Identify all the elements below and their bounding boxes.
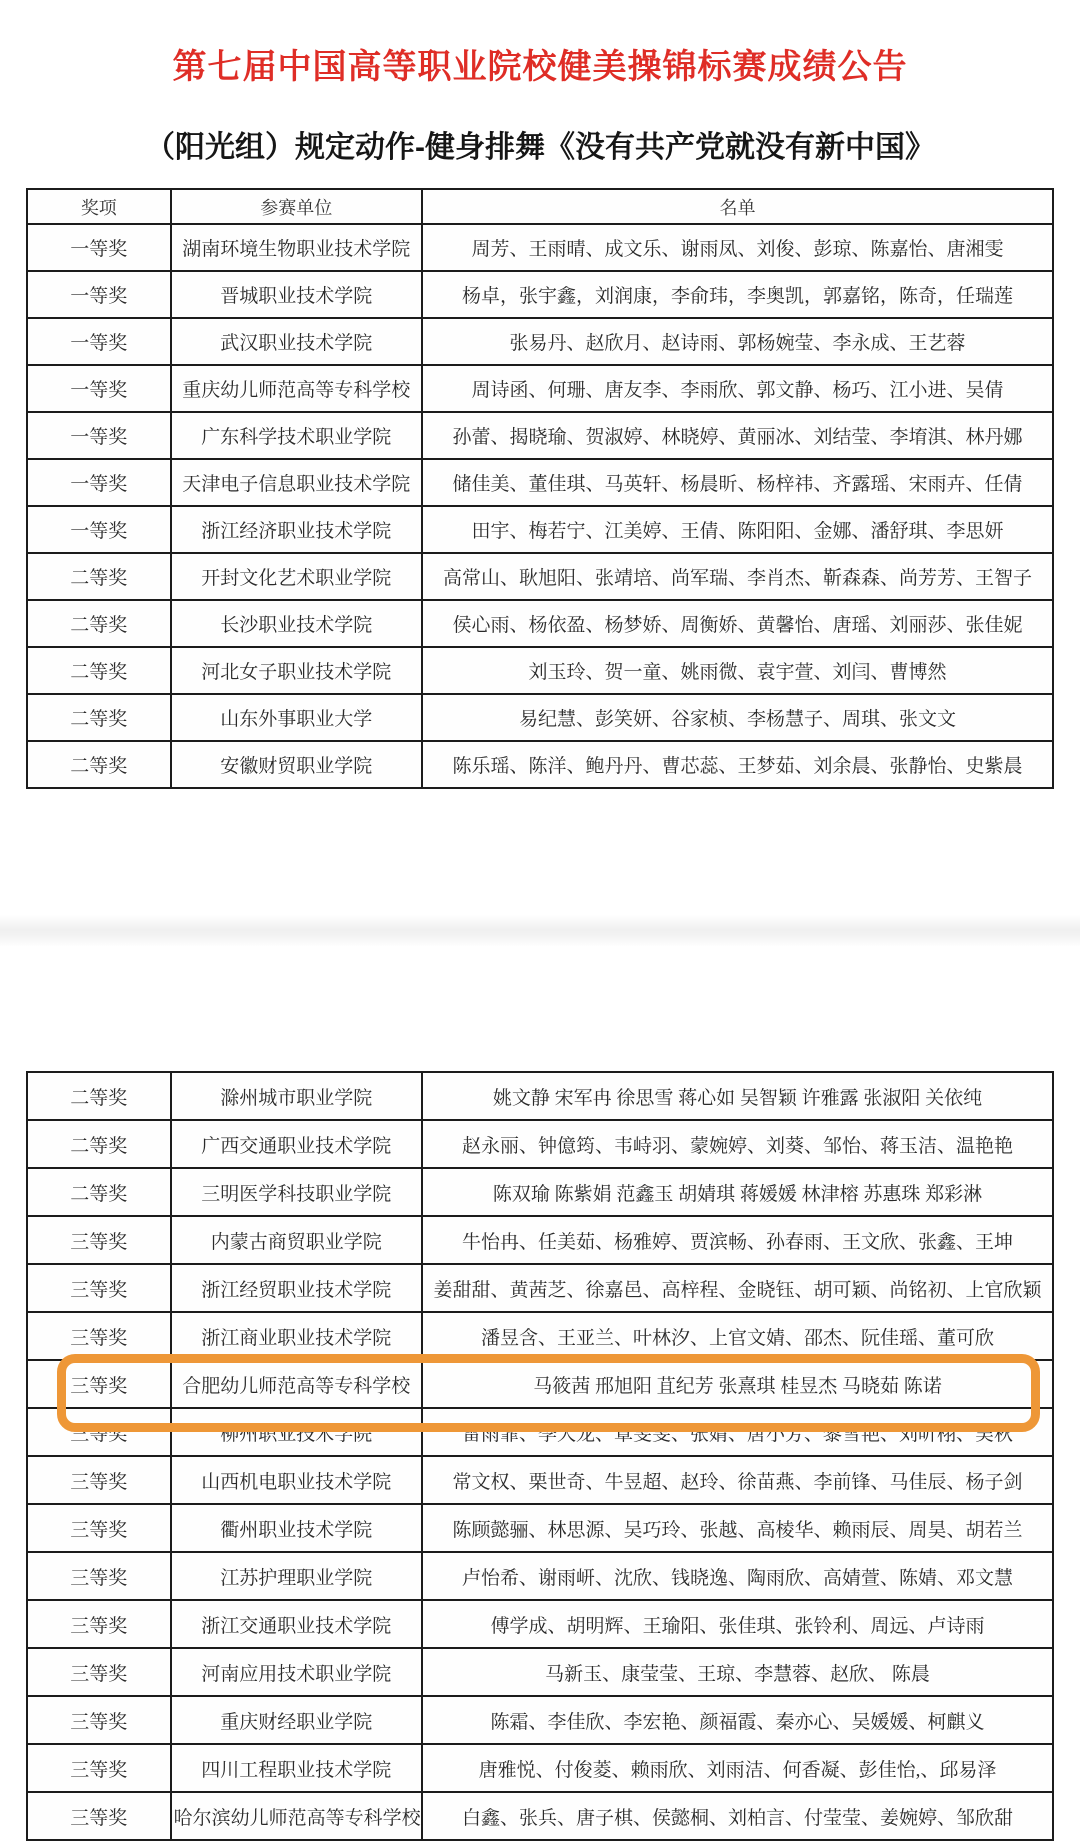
unit-cell: 合肥幼儿师范高等专科学校 (171, 1360, 422, 1408)
names-cell: 潘昱含、王亚兰、叶林汐、上官文婧、邵杰、阮佳瑶、董可欣 (422, 1312, 1053, 1360)
award-cell: 三等奖 (27, 1552, 171, 1600)
unit-cell: 重庆幼儿师范高等专科学校 (171, 365, 422, 412)
award-cell: 三等奖 (27, 1600, 171, 1648)
table-row (27, 1312, 1053, 1360)
table-row (27, 647, 1053, 694)
results-table-bottom (26, 1071, 1054, 1841)
unit-cell: 广西交通职业技术学院 (171, 1120, 422, 1168)
column-header-unit: 参赛单位 (171, 189, 422, 224)
unit-cell: 湖南环境生物职业技术学院 (171, 224, 422, 271)
award-cell: 二等奖 (27, 741, 171, 788)
unit-cell: 三明医学科技职业学院 (171, 1168, 422, 1216)
table-row (27, 1792, 1053, 1840)
award-cell: 三等奖 (27, 1504, 171, 1552)
award-cell: 二等奖 (27, 694, 171, 741)
table-row (27, 741, 1053, 788)
names-cell: 卢怡希、谢雨岍、沈欣、钱晓逸、陶雨欣、高婧萱、陈婧、邓文慧 (422, 1552, 1053, 1600)
table-row (27, 1360, 1053, 1408)
award-cell: 一等奖 (27, 506, 171, 553)
page-title: 第七届中国高等职业院校健美操锦标赛成绩公告 (172, 48, 908, 86)
names-cell: 赵永丽、钟億筠、韦峙羽、蒙婉婷、刘葵、邹怡、蒋玉洁、温艳艳 (422, 1120, 1053, 1168)
table-row (27, 1120, 1053, 1168)
column-header-names: 名单 (422, 189, 1053, 224)
award-cell: 二等奖 (27, 553, 171, 600)
table-row (27, 1744, 1053, 1792)
award-cell: 三等奖 (27, 1312, 171, 1360)
names-cell: 陈乐瑶、陈洋、鲍丹丹、曹芯蕊、王梦茹、刘余晨、张静怡、史紫晨 (422, 741, 1053, 788)
unit-cell: 柳州职业技术学院 (171, 1408, 422, 1456)
table-row (27, 1504, 1053, 1552)
table-header-row (27, 189, 1053, 224)
award-cell: 一等奖 (27, 459, 171, 506)
award-cell: 三等奖 (27, 1456, 171, 1504)
table-row (27, 459, 1053, 506)
names-cell: 张易丹、赵欣月、赵诗雨、郭杨婉莹、李永成、王艺蓉 (422, 318, 1053, 365)
names-cell: 周芳、王雨晴、成文乐、谢雨凤、刘俊、彭琼、陈嘉怡、唐湘雯 (422, 224, 1053, 271)
award-cell: 三等奖 (27, 1360, 171, 1408)
table-row (27, 1552, 1053, 1600)
unit-cell: 山东外事职业大学 (171, 694, 422, 741)
award-cell: 三等奖 (27, 1264, 171, 1312)
table-row (27, 1216, 1053, 1264)
table-row (27, 318, 1053, 365)
names-cell: 常文权、栗世奇、牛昱超、赵玲、徐苗燕、李前锋、马佳辰、杨子剑 (422, 1456, 1053, 1504)
table-row (27, 1648, 1053, 1696)
table-row (27, 412, 1053, 459)
unit-cell: 开封文化艺术职业学院 (171, 553, 422, 600)
table-row (27, 1072, 1053, 1120)
names-cell: 侯心雨、杨依盈、杨梦娇、周衡娇、黄馨怡、唐瑶、刘丽莎、张佳妮 (422, 600, 1053, 647)
names-cell: 姜甜甜、黄茜芝、徐嘉邑、高梓程、金晓钰、胡可颖、尚铭初、上官欣颖 (422, 1264, 1053, 1312)
table-row (27, 224, 1053, 271)
award-cell: 一等奖 (27, 318, 171, 365)
award-cell: 二等奖 (27, 1120, 171, 1168)
unit-cell: 浙江经贸职业技术学院 (171, 1264, 422, 1312)
unit-cell: 河北女子职业技术学院 (171, 647, 422, 694)
names-cell: 陈霜、李佳欣、李宏艳、颜福霞、秦亦心、吴媛媛、柯麒义 (422, 1696, 1053, 1744)
table-row (27, 1456, 1053, 1504)
unit-cell: 广东科学技术职业学院 (171, 412, 422, 459)
names-cell: 孙蕾、揭晓瑜、贺淑婷、林晓婷、黄丽冰、刘结莹、李堉淇、林丹娜 (422, 412, 1053, 459)
names-cell: 马筱茜 邢旭阳 苴纪芳 张熹琪 桂昱杰 马晓茹 陈诺 (422, 1360, 1053, 1408)
table-row (27, 271, 1053, 318)
unit-cell: 晋城职业技术学院 (171, 271, 422, 318)
table-row (27, 1600, 1053, 1648)
unit-cell: 浙江经济职业技术学院 (171, 506, 422, 553)
table-row (27, 600, 1053, 647)
names-cell: 牛怡冉、任美茹、杨雅婷、贾滨畅、孙春雨、王文欣、张鑫、王坤 (422, 1216, 1053, 1264)
names-cell: 雷雨霏、李大龙、覃雯雯、张婧、唐小芳、黎雪艳、刘昕栩、吴秋 (422, 1408, 1053, 1456)
names-cell: 陈顾懿骊、林思源、吴巧玲、张越、高棱华、赖雨辰、周昊、胡若兰 (422, 1504, 1053, 1552)
award-cell: 三等奖 (27, 1792, 171, 1840)
award-cell: 三等奖 (27, 1696, 171, 1744)
page-subtitle: （阳光组）规定动作-健身排舞《没有共产党就没有新中国》 (145, 131, 935, 164)
table-row (27, 506, 1053, 553)
unit-cell: 江苏护理职业学院 (171, 1552, 422, 1600)
unit-cell: 武汉职业技术学院 (171, 318, 422, 365)
award-cell: 一等奖 (27, 224, 171, 271)
names-cell: 储佳美、董佳琪、马英轩、杨晨昕、杨梓祎、齐露瑶、宋雨卉、任倩 (422, 459, 1053, 506)
award-cell: 三等奖 (27, 1744, 171, 1792)
table-row (27, 553, 1053, 600)
names-cell: 唐雅悦、付俊菱、赖雨欣、刘雨洁、何香凝、彭佳怡,、邱易泽 (422, 1744, 1053, 1792)
table-row (27, 1696, 1053, 1744)
award-cell: 三等奖 (27, 1648, 171, 1696)
page-break-shadow (0, 915, 1080, 947)
unit-cell: 重庆财经职业学院 (171, 1696, 422, 1744)
unit-cell: 浙江商业职业技术学院 (171, 1312, 422, 1360)
award-cell: 二等奖 (27, 600, 171, 647)
names-cell: 杨卓，张宇鑫，刘润康，李俞玮，李奥凯，郭嘉铭，陈奇，任瑞莲 (422, 271, 1053, 318)
names-cell: 田宇、梅若宁、江美婷、王倩、陈阳阳、金娜、潘舒琪、李思妍 (422, 506, 1053, 553)
table-row (27, 1264, 1053, 1312)
unit-cell: 浙江交通职业技术学院 (171, 1600, 422, 1648)
unit-cell: 衢州职业技术学院 (171, 1504, 422, 1552)
unit-cell: 内蒙古商贸职业学院 (171, 1216, 422, 1264)
names-cell: 高常山、耿旭阳、张靖培、尚军瑞、李肖杰、靳森森、尚芳芳、王智子 (422, 553, 1053, 600)
award-cell: 一等奖 (27, 365, 171, 412)
unit-cell: 山西机电职业技术学院 (171, 1456, 422, 1504)
table-row (27, 1168, 1053, 1216)
award-cell: 一等奖 (27, 271, 171, 318)
names-cell: 白鑫、张兵、唐子棋、侯懿桐、刘柏言、付莹莹、姜婉婷、邹欣甜 (422, 1792, 1053, 1840)
unit-cell: 哈尔滨幼儿师范高等专科学校 (171, 1792, 422, 1840)
unit-cell: 河南应用技术职业学院 (171, 1648, 422, 1696)
names-cell: 刘玉玲、贺一童、姚雨微、袁宇萱、刘闫、曹博然 (422, 647, 1053, 694)
results-table-top (26, 188, 1054, 789)
names-cell: 马新玉、康莹莹、王琼、李慧蓉、赵欣、 陈晨 (422, 1648, 1053, 1696)
award-cell: 三等奖 (27, 1216, 171, 1264)
page-break-gap (0, 789, 1080, 1071)
unit-cell: 天津电子信息职业技术学院 (171, 459, 422, 506)
names-cell: 易纪慧、彭笑妍、谷家桢、李杨慧子、周琪、张文文 (422, 694, 1053, 741)
unit-cell: 长沙职业技术学院 (171, 600, 422, 647)
table-row (27, 694, 1053, 741)
names-cell: 傅学成、胡明辉、王瑜阳、张佳琪、张铃利、周远、卢诗雨 (422, 1600, 1053, 1648)
table-row (27, 365, 1053, 412)
award-cell: 三等奖 (27, 1408, 171, 1456)
table-row (27, 1408, 1053, 1456)
unit-cell: 滁州城市职业学院 (171, 1072, 422, 1120)
unit-cell: 四川工程职业技术学院 (171, 1744, 422, 1792)
column-header-award: 奖项 (27, 189, 171, 224)
names-cell: 周诗函、何珊、唐友李、李雨欣、郭文静、杨巧、江小进、吴倩 (422, 365, 1053, 412)
names-cell: 姚文静 宋军冉 徐思雪 蒋心如 吴智颖 许雅露 张淑阳 关依纯 (422, 1072, 1053, 1120)
names-cell: 陈双瑜 陈紫娟 范鑫玉 胡婧琪 蒋媛媛 林津榕 苏惠珠 郑彩淋 (422, 1168, 1053, 1216)
award-cell: 二等奖 (27, 1072, 171, 1120)
award-cell: 二等奖 (27, 1168, 171, 1216)
unit-cell: 安徽财贸职业学院 (171, 741, 422, 788)
award-cell: 二等奖 (27, 647, 171, 694)
award-cell: 一等奖 (27, 412, 171, 459)
